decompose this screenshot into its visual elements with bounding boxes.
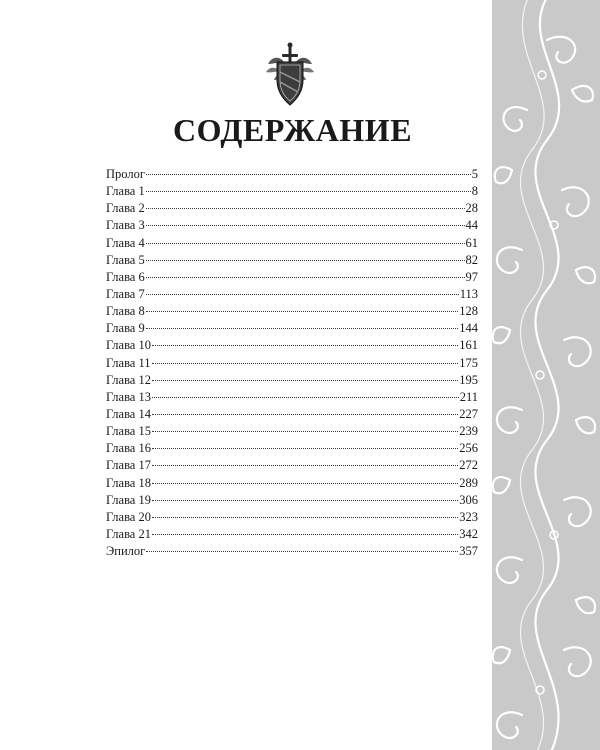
toc-dot-leader <box>152 431 458 432</box>
toc-entry-label: Глава 12 <box>106 372 151 387</box>
toc-entry-label: Пролог <box>106 167 145 181</box>
toc-entry <box>106 355 478 372</box>
toc-entry-page-number: 144 <box>459 321 478 336</box>
shield-sword-emblem-icon <box>262 42 318 112</box>
toc-entry <box>106 406 478 423</box>
toc-entry-label: Глава 18 <box>106 475 151 490</box>
toc-dot-leader <box>146 260 465 261</box>
toc-entry <box>106 303 478 320</box>
page-title: СОДЕРЖАНИЕ <box>172 112 413 148</box>
toc-entry-page-number: 161 <box>459 338 478 353</box>
toc-entry-page-number: 211 <box>459 389 478 404</box>
toc-entry-page-number: 323 <box>459 509 478 524</box>
toc-entry-label: Глава 6 <box>106 269 145 284</box>
toc-entry <box>106 492 478 509</box>
toc-entry-label: Глава 4 <box>106 235 145 250</box>
toc-dot-leader <box>146 328 459 329</box>
toc-entry-page-number: 272 <box>459 458 478 473</box>
toc-entry <box>106 286 478 303</box>
toc-entry-page-number: 28 <box>465 201 478 216</box>
toc-dot-leader <box>152 534 458 535</box>
toc-entry-page-number: 128 <box>459 304 478 319</box>
table-of-contents <box>106 166 478 560</box>
toc-dot-leader <box>152 414 458 415</box>
toc-entry <box>106 183 478 200</box>
toc-entry <box>106 166 478 183</box>
toc-entry-label: Глава 3 <box>106 218 145 233</box>
toc-entry-label: Глава 9 <box>106 321 145 336</box>
toc-dot-leader <box>146 225 465 226</box>
toc-entry-page-number: 256 <box>459 441 478 456</box>
toc-entry <box>106 543 478 560</box>
toc-entry-label: Глава 5 <box>106 252 145 267</box>
toc-entry-page-number: 82 <box>465 252 478 267</box>
toc-entry-label: Глава 17 <box>106 458 151 473</box>
toc-entry-page-number: 175 <box>459 355 478 370</box>
toc-dot-leader <box>152 345 458 346</box>
toc-entry-label: Глава 20 <box>106 509 151 524</box>
toc-entry-label: Глава 16 <box>106 441 151 456</box>
toc-dot-leader <box>146 243 465 244</box>
toc-entry <box>106 217 478 234</box>
toc-entry-page-number: 8 <box>471 184 478 199</box>
toc-entry-page-number: 5 <box>471 167 478 181</box>
toc-entry <box>106 252 478 269</box>
toc-dot-leader <box>146 174 471 175</box>
toc-entry <box>106 269 478 286</box>
toc-entry-label: Глава 2 <box>106 201 145 216</box>
toc-entry <box>106 423 478 440</box>
toc-entry-page-number: 289 <box>459 475 478 490</box>
toc-entry-page-number: 342 <box>459 526 478 541</box>
toc-entry-page-number: 97 <box>465 269 478 284</box>
toc-entry-page-number: 113 <box>459 286 478 301</box>
toc-entry-label: Эпилог <box>106 544 146 559</box>
toc-entry <box>106 235 478 252</box>
toc-entry <box>106 475 478 492</box>
toc-entry-label: Глава 21 <box>106 526 151 541</box>
toc-dot-leader <box>146 277 465 278</box>
toc-entry <box>106 320 478 337</box>
toc-entry-page-number: 239 <box>459 424 478 439</box>
toc-dot-leader <box>146 294 459 295</box>
toc-dot-leader <box>152 483 458 484</box>
toc-entry <box>106 389 478 406</box>
toc-entry-label: Глава 14 <box>106 406 151 421</box>
toc-dot-leader <box>152 397 459 398</box>
toc-entry-label: Глава 11 <box>106 355 151 370</box>
toc-entry <box>106 337 478 354</box>
floral-scroll-ornament-icon <box>492 0 600 750</box>
toc-dot-leader <box>146 191 471 192</box>
toc-entry-page-number: 306 <box>459 492 478 507</box>
toc-entry-label: Глава 10 <box>106 338 151 353</box>
toc-entry-page-number: 357 <box>459 544 478 559</box>
toc-dot-leader <box>146 208 465 209</box>
toc-entry-page-number: 195 <box>459 372 478 387</box>
toc-entry <box>106 372 478 389</box>
toc-entry <box>106 440 478 457</box>
toc-dot-leader <box>152 380 458 381</box>
toc-entry-label: Глава 13 <box>106 389 151 404</box>
toc-entry-page-number: 61 <box>465 235 478 250</box>
toc-entry-page-number: 227 <box>459 406 478 421</box>
toc-entry-label: Глава 19 <box>106 492 151 507</box>
toc-dot-leader <box>146 551 458 552</box>
toc-entry <box>106 509 478 526</box>
toc-entry-page-number: 44 <box>465 218 478 233</box>
toc-dot-leader <box>152 448 458 449</box>
toc-entry-label: Глава 8 <box>106 304 145 319</box>
toc-entry-label: Глава 1 <box>106 184 145 199</box>
toc-dot-leader <box>152 465 458 466</box>
toc-dot-leader <box>152 500 458 501</box>
toc-dot-leader <box>152 517 458 518</box>
toc-entry <box>106 457 478 474</box>
toc-dot-leader <box>152 363 459 364</box>
toc-entry-label: Глава 15 <box>106 424 151 439</box>
toc-entry <box>106 200 478 217</box>
toc-dot-leader <box>146 311 459 312</box>
toc-entry <box>106 526 478 543</box>
toc-entry-label: Глава 7 <box>106 286 145 301</box>
